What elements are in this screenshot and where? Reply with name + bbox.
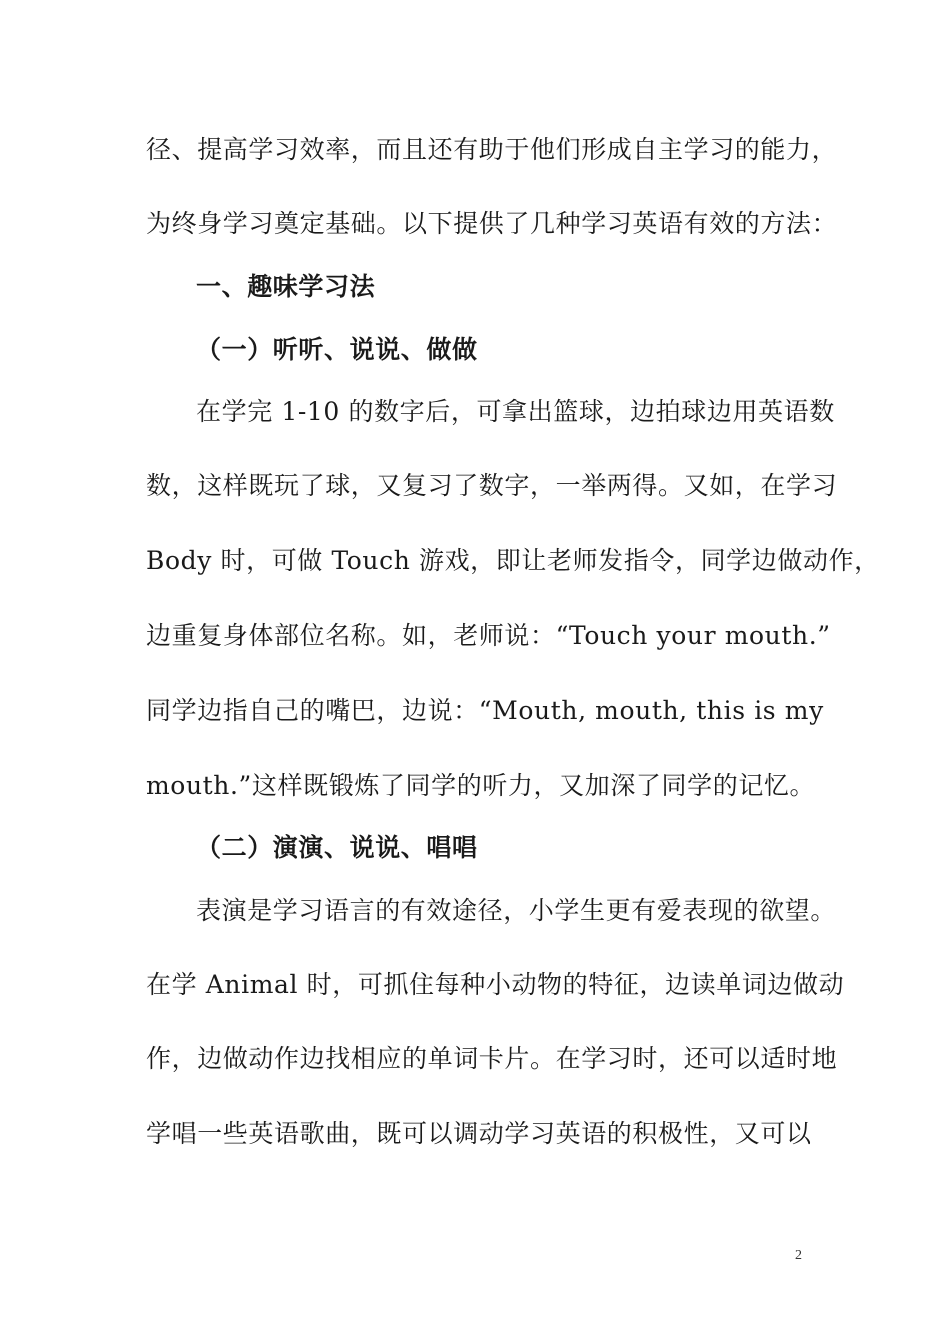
- paragraph-line: 学唱一些英语歌曲，既可以调动学习英语的积极性，又可以: [146, 1119, 812, 1148]
- subsection-heading: （二）演演、说说、唱唱: [196, 833, 478, 862]
- section-heading: 一、趣味学习法: [196, 272, 376, 301]
- paragraph-line: Body 时，可做 Touch 游戏，即让老师发指令，同学边做动作，: [146, 546, 880, 575]
- page-number: 2: [795, 1248, 802, 1263]
- paragraph-line: 边重复身体部位名称。如，老师说：“Touch your mouth.”: [146, 621, 831, 650]
- paragraph-line: 数，这样既玩了球，又复习了数字，一举两得。又如，在学习: [146, 471, 838, 500]
- paragraph-line: 作，边做动作边找相应的单词卡片。在学习时，还可以适时地: [146, 1044, 838, 1073]
- paragraph-line: 同学边指自己的嘴巴，边说：“Mouth, mouth, this is my: [146, 696, 824, 725]
- paragraph-line: 在学 Animal 时，可抓住每种小动物的特征，边读单词边做动: [146, 970, 845, 999]
- paragraph-line: 径、提高学习效率，而且还有助于他们形成自主学习的能力，: [146, 135, 838, 164]
- subsection-heading: （一）听听、说说、做做: [196, 335, 478, 364]
- paragraph-line: 为终身学习奠定基础。以下提供了几种学习英语有效的方法：: [146, 209, 838, 238]
- paragraph-line: mouth.”这样既锻炼了同学的听力，又加深了同学的记忆。: [146, 771, 816, 800]
- paragraph-line: 在学完 1-10 的数字后，可拿出篮球，边拍球边用英语数: [196, 397, 835, 426]
- paragraph-line: 表演是学习语言的有效途径，小学生更有爱表现的欲望。: [196, 896, 837, 925]
